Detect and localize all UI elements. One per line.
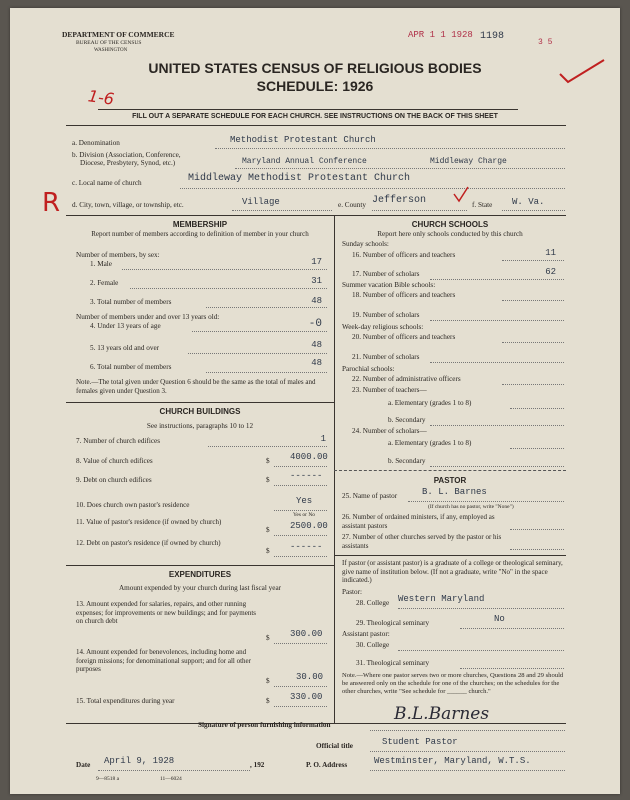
membership-intro: Report number of members according to definition of member in your church <box>91 230 309 238</box>
value-edifices-value: 4000.00 <box>290 452 328 462</box>
residence-debt-label: 12. Debt on pastor's residence (if owned by church) <box>76 539 221 547</box>
county-check-icon <box>452 186 470 204</box>
q23a-label: a. Elementary (grades 1 to 8) <box>388 399 472 407</box>
q27-label: 27. Number of other churches served by the pastor or his assistants <box>342 533 502 550</box>
q13-label: 13. Amount expended for salaries, repairs, and other running expenses; for improvements or new buildings; and for payments on church debt <box>76 600 257 625</box>
instruction-rule <box>66 125 566 126</box>
q24b-line <box>430 466 564 467</box>
buildings-title: CHURCH BUILDINGS <box>159 407 241 416</box>
expenditures-sub: Amount expended by your church during last fiscal year <box>118 584 282 592</box>
church-name-value: Middleway Methodist Protestant Church <box>188 173 411 184</box>
residence-debt-value: ------ <box>290 542 323 552</box>
residence-debt-line <box>274 556 327 557</box>
q31-line <box>460 668 564 669</box>
pastor-note: Note.—Where one pastor serves two or more churches, Questions 28 and 29 should be answered only on the schedule for one of the churches; on the schedules for the other churches, write "See schedule for ______ church." <box>342 672 564 695</box>
q19-line <box>430 320 564 321</box>
instruction-line: FILL OUT A SEPARATE SCHEDULE FOR EACH CHURCH. SEE INSTRUCTIONS ON THE BACK OF THIS SHEET <box>132 113 498 120</box>
signature: B.L.Barnes <box>394 704 490 724</box>
q27-line <box>510 549 564 550</box>
county-line <box>372 210 467 211</box>
q17-value: 62 <box>545 267 556 277</box>
expenditures-rule <box>66 565 334 566</box>
q22-line <box>502 384 564 385</box>
q17-label: 17. Number of scholars <box>352 270 420 278</box>
summer-label: Summer vacation Bible schools: <box>342 281 436 289</box>
section-rule <box>66 215 566 216</box>
q14-value: 30.00 <box>296 672 324 682</box>
q17-line <box>430 279 564 280</box>
sig-line <box>370 730 565 731</box>
yes-no-hint: Yes or No <box>293 512 316 518</box>
county-label: e. County <box>338 201 366 209</box>
pastor-sub-label: Pastor: <box>342 588 362 596</box>
state-line <box>502 210 565 211</box>
q19-label: 19. Number of scholars <box>352 311 420 319</box>
q25-line <box>408 501 564 502</box>
corner-note: 3 5 <box>538 38 553 47</box>
over-13-line <box>188 353 327 354</box>
q16-line <box>502 260 564 261</box>
title-rule <box>98 109 518 110</box>
debt-edifices-value: ------ <box>290 471 323 481</box>
q31-label: 31. Theological seminary <box>356 659 430 667</box>
college-value: Western Maryland <box>398 594 485 604</box>
over-13-value: 48 <box>311 340 322 350</box>
division-label: b. Division (Association, Conference, <box>72 151 181 159</box>
q20-line <box>502 342 564 343</box>
official-title-value: Student Pastor <box>382 737 458 747</box>
male-value: 17 <box>311 257 322 267</box>
total-age-label: 6. Total number of members <box>90 363 172 371</box>
q22-label: 22. Number of administrative officers <box>352 375 461 383</box>
edifices-value: 1 <box>320 434 326 444</box>
dollar-sign-11: $ <box>266 526 270 534</box>
division-value: Maryland Annual Conference <box>242 157 367 166</box>
dollar-sign-8: $ <box>266 457 270 465</box>
age-head-label: Number of members under and over 13 years old: <box>76 313 220 321</box>
buildings-sub: See instructions, paragraphs 10 to 12 <box>146 422 254 430</box>
membership-title: MEMBERSHIP <box>172 220 228 229</box>
expenditures-title: EXPENDITURES <box>168 570 232 579</box>
under-13-line <box>192 331 327 332</box>
q30-line <box>398 650 564 651</box>
dept-label: DEPARTMENT OF COMMERCE <box>62 30 175 39</box>
parochial-label: Parochial schools: <box>342 365 395 373</box>
residence-value-value: 2500.00 <box>290 521 328 531</box>
pastor-title: PASTOR <box>433 476 467 485</box>
female-value: 31 <box>311 276 322 286</box>
female-label: 2. Female <box>90 279 119 287</box>
q16-label: 16. Number of officers and teachers <box>352 251 456 259</box>
q25-label: 25. Name of pastor <box>342 492 398 500</box>
sunday-label: Sunday schools: <box>342 240 389 248</box>
edifices-label: 7. Number of church edifices <box>76 437 161 445</box>
q29-line <box>460 628 564 629</box>
q13-line <box>274 643 327 644</box>
buildings-rule <box>66 402 334 403</box>
city-line <box>232 210 332 211</box>
q30-label: 30. College <box>356 641 390 649</box>
total-members-line <box>206 307 327 308</box>
stamp-number: 1198 <box>480 31 505 42</box>
denomination-value: Methodist Protestant Church <box>230 135 376 145</box>
pastor-rule <box>334 470 566 471</box>
male-label: 1. Male <box>90 260 112 268</box>
schools-title: CHURCH SCHOOLS <box>411 220 489 229</box>
denomination-line <box>215 148 565 149</box>
q28-label: 28. College <box>356 599 390 607</box>
by-sex-label: Number of members, by sex: <box>76 251 160 259</box>
margin-r-note: R <box>42 188 61 218</box>
date-label: Date <box>76 761 91 769</box>
church-name-line <box>180 188 565 189</box>
residence-value-label: 11. Value of pastor's residence (if owned by church) <box>76 518 222 526</box>
city-label: WASHINGTON <box>94 48 128 53</box>
weekday-label: Week-day religious schools: <box>342 323 424 331</box>
q14-line <box>274 686 327 687</box>
sig-label: Signature of person furnishing information <box>198 721 331 729</box>
q28-line <box>398 608 564 609</box>
q25-hint: (If church has no pastor, write "None") <box>428 504 514 510</box>
q29-label: 29. Theological seminary <box>356 619 430 627</box>
schools-sub: Report here only schools conducted by this church <box>377 230 523 238</box>
edifices-line <box>208 446 327 447</box>
residence-value-line <box>274 535 327 536</box>
q18-line <box>502 300 564 301</box>
asst-label: Assistant pastor: <box>342 630 390 638</box>
official-title-label: Official title <box>316 742 353 750</box>
church-name-label: c. Local name of church <box>72 179 142 187</box>
dollar-sign-12: $ <box>266 547 270 555</box>
dollar-sign-13: $ <box>266 634 270 642</box>
official-title-line <box>370 751 565 752</box>
membership-note: Note.—The total given under Question 6 should be the same as the total of males and females given under Question 3. <box>76 378 316 395</box>
value-edifices-line <box>274 466 327 467</box>
q24b-label: b. Secondary <box>388 457 426 465</box>
form-number: 9—8518 a <box>96 776 120 782</box>
total-members-label: 3. Total number of members <box>90 298 172 306</box>
grad-note: If pastor (or assistant pastor) is a graduate of a college or theological seminary, give name of institution below. (If not a graduate, write "No" in the space indicated.) <box>342 559 563 584</box>
male-line <box>122 269 327 270</box>
q16-value: 11 <box>545 248 556 258</box>
state-label: f. State <box>472 201 493 209</box>
division-line <box>235 168 565 169</box>
form-number-2: 11—6024 <box>160 776 182 782</box>
received-stamp: APR 1 1 1928 <box>408 30 473 40</box>
date-value: April 9, 1928 <box>104 756 175 766</box>
margin-note: 1-6 <box>86 86 116 109</box>
q24-label: 24. Number of scholars— <box>352 427 427 435</box>
q21-label: 21. Number of scholars <box>352 353 420 361</box>
under-13-value: -0 <box>308 318 322 330</box>
column-divider <box>334 215 335 723</box>
dollar-sign-9: $ <box>266 476 270 484</box>
city-value: Village <box>242 197 280 207</box>
female-line <box>130 288 327 289</box>
under-13-label: 4. Under 13 years of age <box>90 322 161 330</box>
total-age-line <box>206 372 327 373</box>
form-subtitle: SCHEDULE: 1926 <box>256 78 374 94</box>
county-value: Jefferson <box>372 195 427 206</box>
state-value: W. Va. <box>512 197 545 207</box>
total-members-value: 48 <box>311 296 322 306</box>
po-value: Westminster, Maryland, W.T.S. <box>374 756 531 766</box>
q23b-label: b. Secondary <box>388 416 426 424</box>
q24a-label: a. Elementary (grades 1 to 8) <box>388 439 472 447</box>
dollar-sign-14: $ <box>266 677 270 685</box>
pastor-name-value: B. L. Barnes <box>422 487 487 497</box>
q15-label: 15. Total expenditures during year <box>76 697 175 705</box>
q15-value: 330.00 <box>290 692 323 702</box>
city-label-field: d. City, town, village, or township, etc. <box>72 201 184 209</box>
bureau-label: BUREAU OF THE CENSUS <box>76 40 142 46</box>
year-suffix: , 192 <box>250 761 265 769</box>
seminary-value: No <box>494 614 505 624</box>
division-label-2: Diocese, Presbytery, Synod, etc.) <box>80 159 176 167</box>
dollar-sign-15: $ <box>266 697 270 705</box>
q23a-line <box>510 408 564 409</box>
date-line <box>98 770 250 771</box>
q26-line <box>510 529 564 530</box>
q13-value: 300.00 <box>290 629 323 639</box>
value-edifices-label: 8. Value of church edifices <box>76 457 153 465</box>
census-form <box>10 8 620 794</box>
division-value-2: Middleway Charge <box>430 157 507 166</box>
form-title: UNITED STATES CENSUS OF RELIGIOUS BODIES <box>148 60 482 76</box>
grad-rule <box>334 555 566 556</box>
q20-label: 20. Number of officers and teachers <box>352 333 456 341</box>
over-13-label: 5. 13 years old and over <box>90 344 160 352</box>
q24a-line <box>510 448 564 449</box>
q14-label: 14. Amount expended for benevolences, including home and foreign missions; for denominational support; and for all other purposes <box>76 648 251 673</box>
own-residence-label: 10. Does church own pastor's residence <box>76 501 190 509</box>
q18-label: 18. Number of officers and teachers <box>352 291 456 299</box>
q23b-line <box>430 425 564 426</box>
debt-edifices-label: 9. Debt on church edifices <box>76 476 152 484</box>
q26-label: 26. Number of ordained ministers, if any, employed as assistant pastors <box>342 513 495 530</box>
q15-line <box>274 706 327 707</box>
po-label: P. O. Address <box>306 761 348 769</box>
q23-label: 23. Number of teachers— <box>352 386 427 394</box>
total-age-value: 48 <box>311 358 322 368</box>
own-residence-value: Yes <box>296 496 313 506</box>
q21-line <box>430 362 564 363</box>
denomination-label: a. Denomination <box>72 139 120 147</box>
debt-edifices-line <box>274 485 327 486</box>
po-line <box>370 770 565 771</box>
